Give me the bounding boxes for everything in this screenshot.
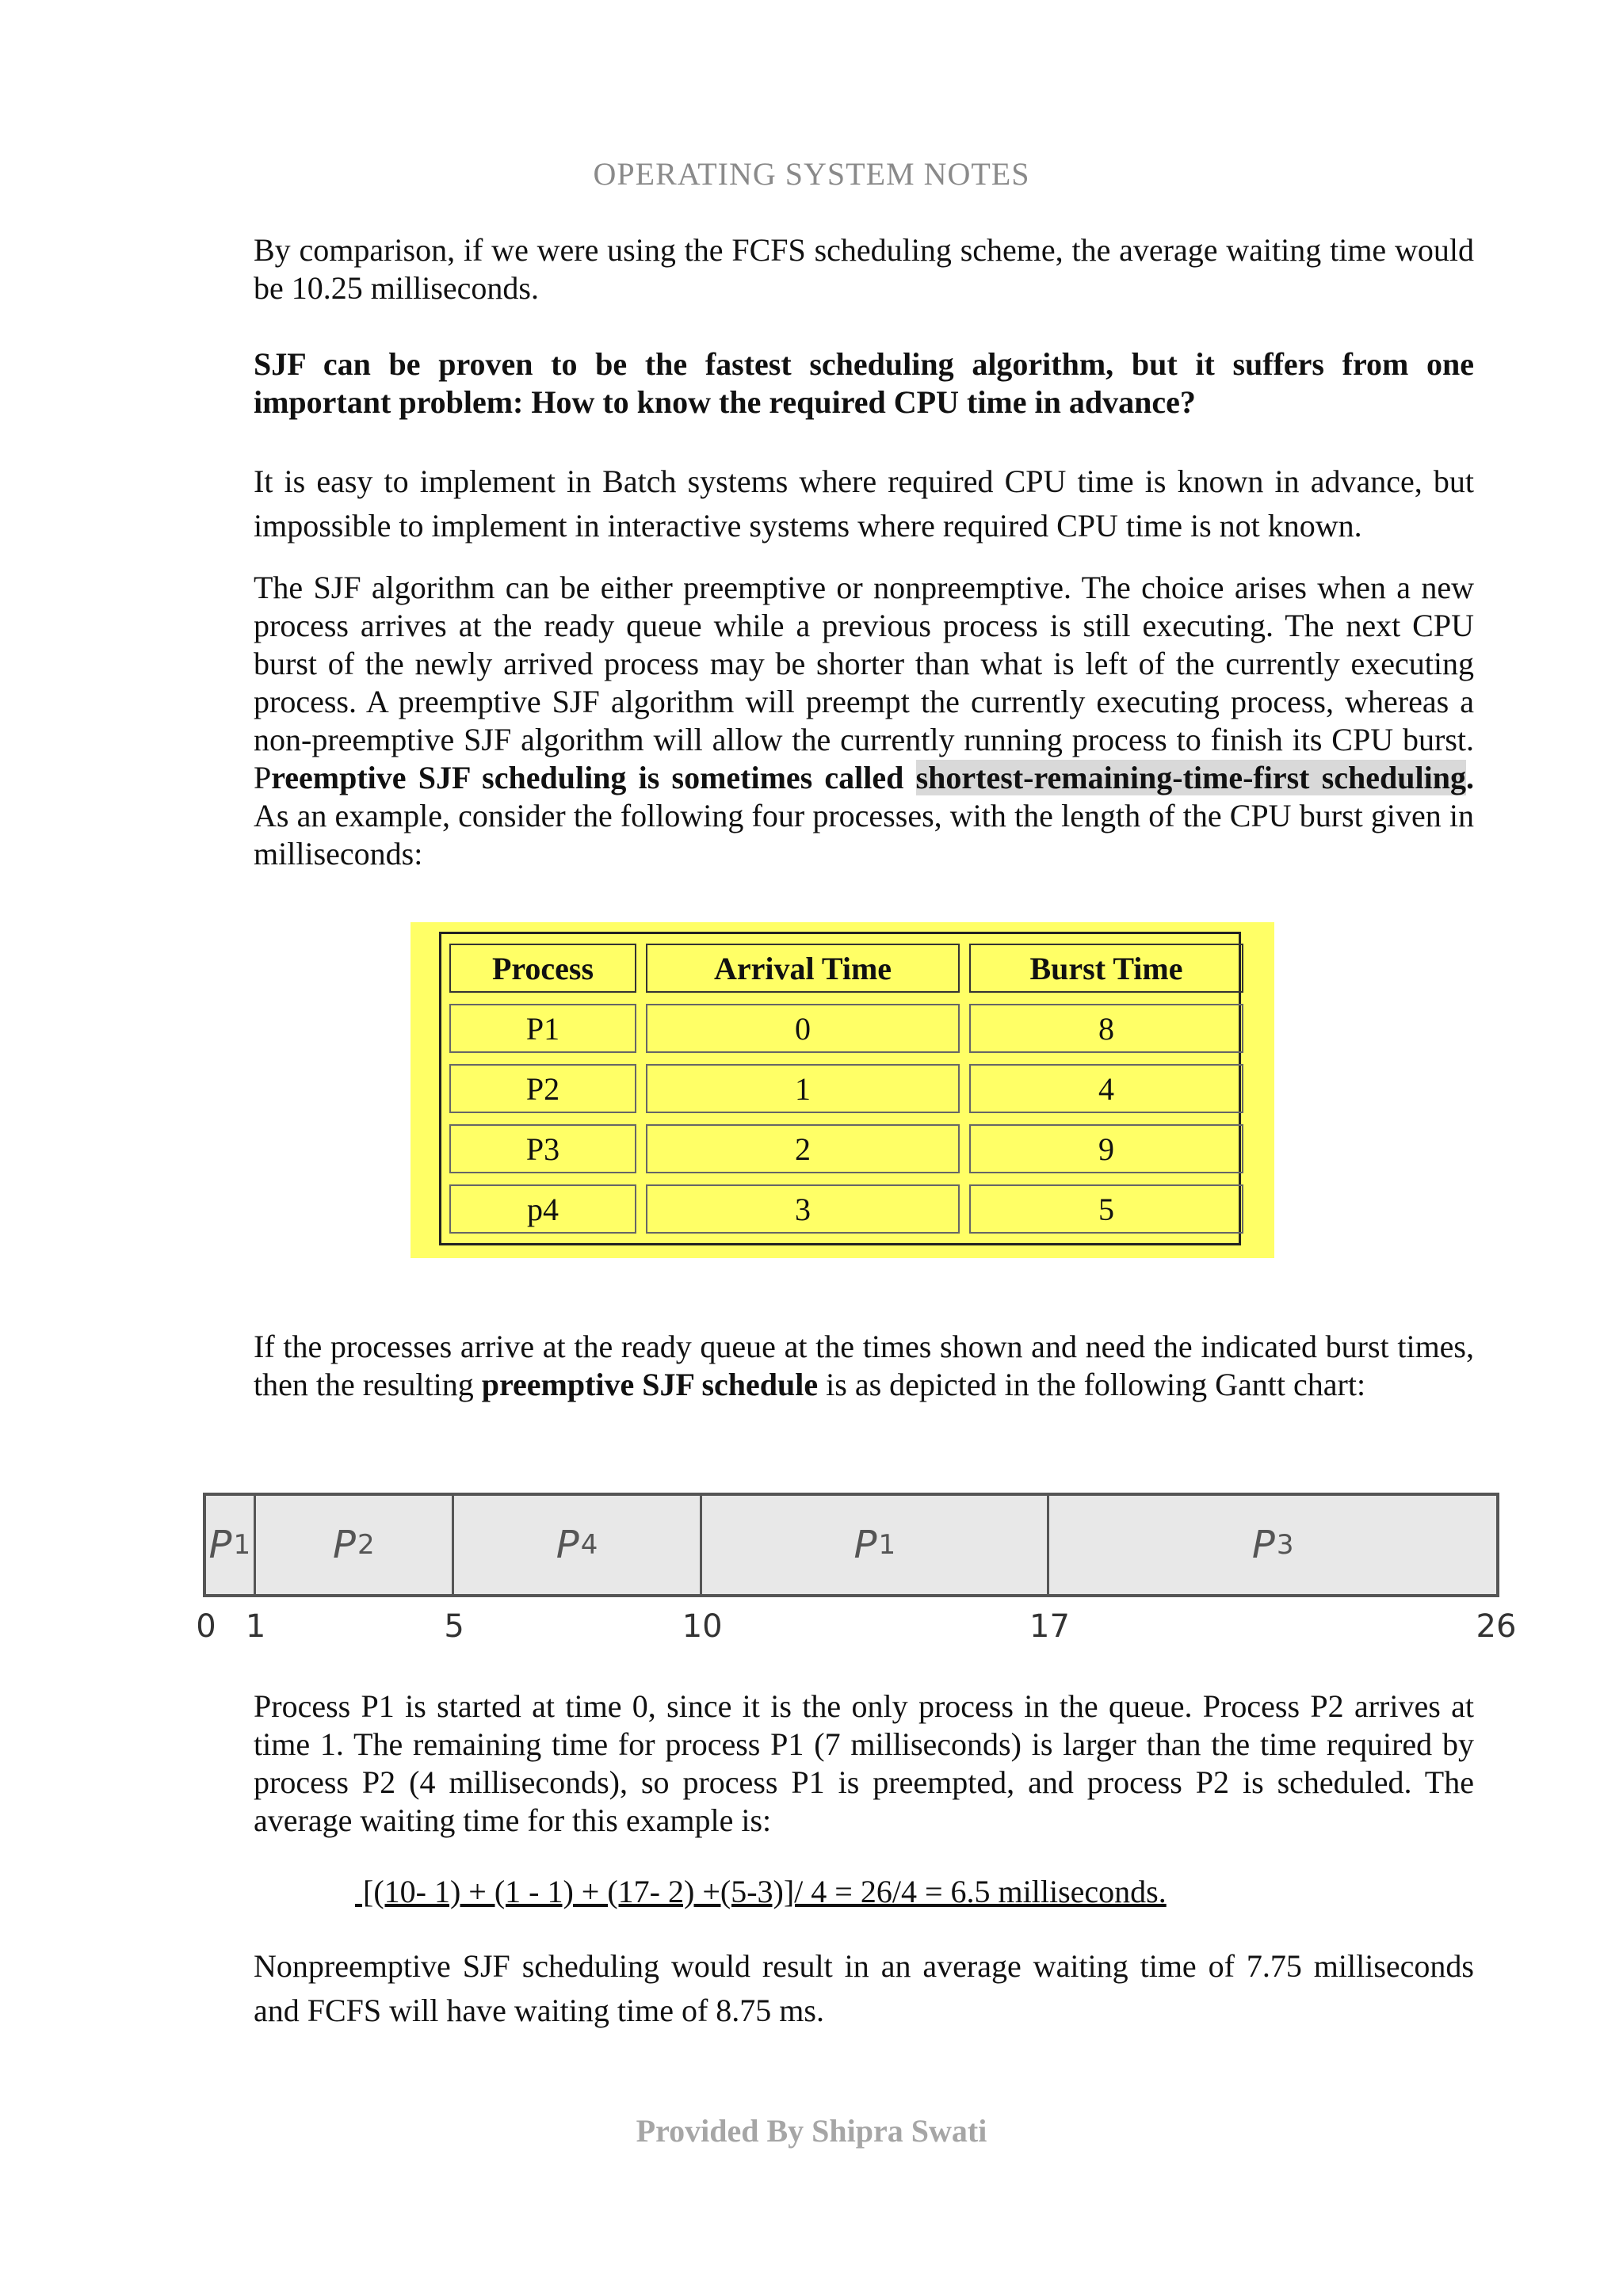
bold-text: . <box>1466 760 1474 795</box>
table-cell: 5 <box>969 1184 1243 1234</box>
gantt-tick-label: 17 <box>1029 1608 1070 1645</box>
gantt-segment <box>454 1496 702 1594</box>
table-cell: P1 <box>449 1004 636 1053</box>
gantt-segment-subscript: 4 <box>580 1529 598 1561</box>
table-header-arrival: Arrival Time <box>646 944 960 993</box>
gantt-segment <box>1049 1496 1496 1594</box>
page-header: OPERATING SYSTEM NOTES <box>593 156 1030 192</box>
table-cell: 3 <box>646 1184 960 1234</box>
highlighted-term: shortest-remaining-time-first scheduling <box>915 760 1466 795</box>
gantt-segment-subscript: 1 <box>878 1529 896 1561</box>
gantt-segment-label: P <box>854 1523 877 1567</box>
gantt-segment-subscript: 1 <box>233 1529 251 1561</box>
paragraph-fcfs-comparison: By comparison, if we were using the FCFS scheduling scheme, the average waiting time would be 10.25 milliseconds. <box>254 232 1474 306</box>
table-cell: 8 <box>969 1004 1243 1053</box>
gantt-segment-label: P <box>1251 1523 1275 1567</box>
paragraph-batch-systems: It is easy to implement in Batch systems where required CPU time is known in advance, but impossible to implement in interactive systems where required CPU time is not known. <box>254 463 1474 543</box>
gantt-segment-label: P <box>208 1523 232 1567</box>
gantt-segment-label: P <box>556 1523 579 1567</box>
table-cell: P2 <box>449 1064 636 1113</box>
text-span: If the processes arrive at the ready queue at the times shown and need the indicated burst times, then the resulting <box>254 1329 1474 1402</box>
table-cell: 4 <box>969 1064 1243 1113</box>
text-span: As an example, consider the following four processes, with the length of the CPU burst given in milliseconds: <box>254 798 1474 871</box>
table-cell: P3 <box>449 1124 636 1173</box>
table-cell: 2 <box>646 1124 960 1173</box>
gantt-segment-label: P <box>333 1523 356 1567</box>
table-cell: 9 <box>969 1124 1243 1173</box>
gantt-chart <box>203 1493 1499 1597</box>
gantt-tick-label: 1 <box>245 1608 266 1645</box>
gantt-tick-label: 0 <box>196 1608 216 1645</box>
paragraph-gantt-intro <box>254 1328 1474 1404</box>
table-header-process: Process <box>449 944 636 993</box>
page-footer: Provided By Shipra Swati <box>636 2113 987 2149</box>
table-cell: 0 <box>646 1004 960 1053</box>
text-span: The SJF algorithm can be either preemptive or nonpreemptive. The choice arises when a new process arrives at the ready queue while a previous process is still executing. The next CPU burst of the newly arrived process may be shorter than what is left of the currently executing process. A preemptive SJF algorithm will preempt the currently executing process, whereas a non-preemptive SJF algorithm will allow the currently running process to finish its CPU burst. P <box>254 570 1474 795</box>
gantt-segment <box>702 1496 1049 1594</box>
paragraph-nonpreemptive: Nonpreemptive SJF scheduling would result in an average waiting time of 7.75 milliseconds and FCFS will have waiting time of 8.75 ms. <box>254 1948 1474 2028</box>
bold-text: preemptive SJF schedule <box>481 1367 819 1402</box>
table-frame <box>439 932 1241 1245</box>
paragraph-explanation: Process P1 is started at time 0, since it is the only process in the queue. Process P2 arrives at time 1. The remaining time for process P1 (7 milliseconds) is larger than the time required by process P2 (4 milliseconds), so process P1 is preempted, and process P2 is scheduled. The average waiting time for this example is: <box>254 1688 1474 1838</box>
process-table <box>411 922 1274 1258</box>
gantt-segment <box>256 1496 454 1594</box>
gantt-tick-label: 5 <box>444 1608 464 1645</box>
bold-text: reemptive SJF scheduling is sometimes called <box>271 760 916 795</box>
paragraph-preemptive-sjf <box>254 569 1474 873</box>
text-span: is as depicted in the following Gantt chart: <box>818 1367 1366 1402</box>
gantt-segment-subscript: 2 <box>357 1529 375 1561</box>
gantt-segment-subscript: 3 <box>1276 1529 1294 1561</box>
gantt-tick-label: 26 <box>1476 1608 1517 1645</box>
table-cell: p4 <box>449 1184 636 1234</box>
table-header-burst: Burst Time <box>969 944 1243 993</box>
table-cell: 1 <box>646 1064 960 1113</box>
gantt-segment <box>206 1496 256 1594</box>
waiting-time-formula: [(10- 1) + (1 - 1) + (17- 2) +(5-3)]/ 4 = 26/4 = 6.5 milliseconds. <box>355 1874 1167 1909</box>
paragraph-sjf-problem: SJF can be proven to be the fastest scheduling algorithm, but it suffers from one important problem: How to know the required CPU time in advance? <box>254 346 1474 420</box>
gantt-tick-label: 10 <box>682 1608 723 1645</box>
